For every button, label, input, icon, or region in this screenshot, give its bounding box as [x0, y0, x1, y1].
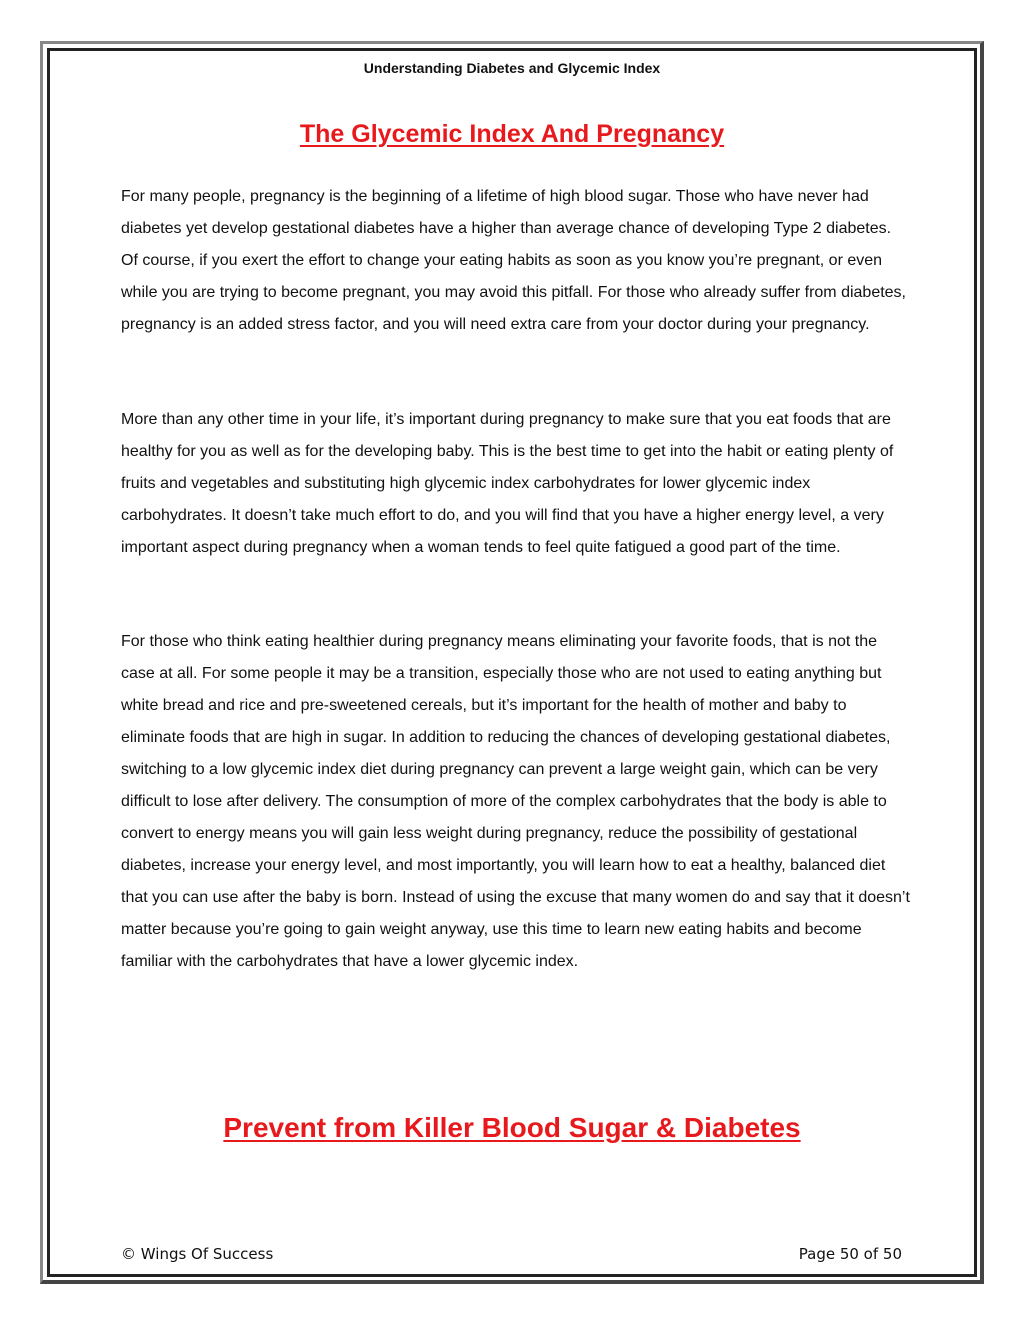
footer-copyright: © Wings Of Success — [121, 1245, 274, 1263]
running-header: Understanding Diabetes and Glycemic Index — [363, 60, 661, 76]
paragraph-3: For those who think eating healthier during pregnancy means eliminating your favorite foods, that is not the case at all. For some people it may be a transition, especially those who are not used to eating anything but white bread and rice and pre-sweetened cereals, but it’s important for the health of mother and baby to eliminate foods that are high in sugar. In addition to reducing the chances of developing gestational diabetes, switching to a low glycemic index diet during pregnancy can prevent a large weight gain, which can be very difficult to lose after delivery. The consumption of more of the complex carbohydrates that the body is able to convert to energy means you will gain less weight during pregnancy, reduce the possibility of gestational diabetes, increase your energy level, and most importantly, you will learn how to eat a healthy, balanced diet that you can use after the baby is born. Instead of using the excuse that many women do and say that it doesn’t matter because you’re going to gain weight anyway, use this time to learn new eating habits and become familiar with the carbohydrates that have a lower glycemic index. — [121, 633, 910, 970]
section-title-glycemic-pregnancy: The Glycemic Index And Pregnancy — [299, 120, 725, 148]
footer-page-number: Page 50 of 50 — [798, 1245, 902, 1263]
section-title-prevent-diabetes[interactable]: Prevent from Killer Blood Sugar & Diabetes — [223, 1112, 801, 1143]
paragraph-1: For many people, pregnancy is the beginning of a lifetime of high blood sugar. Those who have never had diabetes yet develop gestational diabetes have a higher than average chance of developing Type 2 diabetes. Of course, if you exert the effort to change your eating habits as soon as you know you’re pregnant, or even while you are trying to become pregnant, you may avoid this pitfall. For those who already suffer from diabetes, pregnancy is an added stress factor, and you will need extra care from your doctor during your pregnancy. — [121, 188, 906, 333]
paragraph-2: More than any other time in your life, it’s important during pregnancy to make sure that you eat foods that are healthy for you as well as for the developing baby. This is the best time to get into the habit or eating plenty of fruits and vegetables and substituting high glycemic index carbohydrates for lower glycemic index carbohydrates. It doesn’t take much effort to do, and you will find that you have a higher energy level, a very important aspect during pregnancy when a woman tends to feel quite fatigued a good part of the time. — [121, 411, 894, 556]
